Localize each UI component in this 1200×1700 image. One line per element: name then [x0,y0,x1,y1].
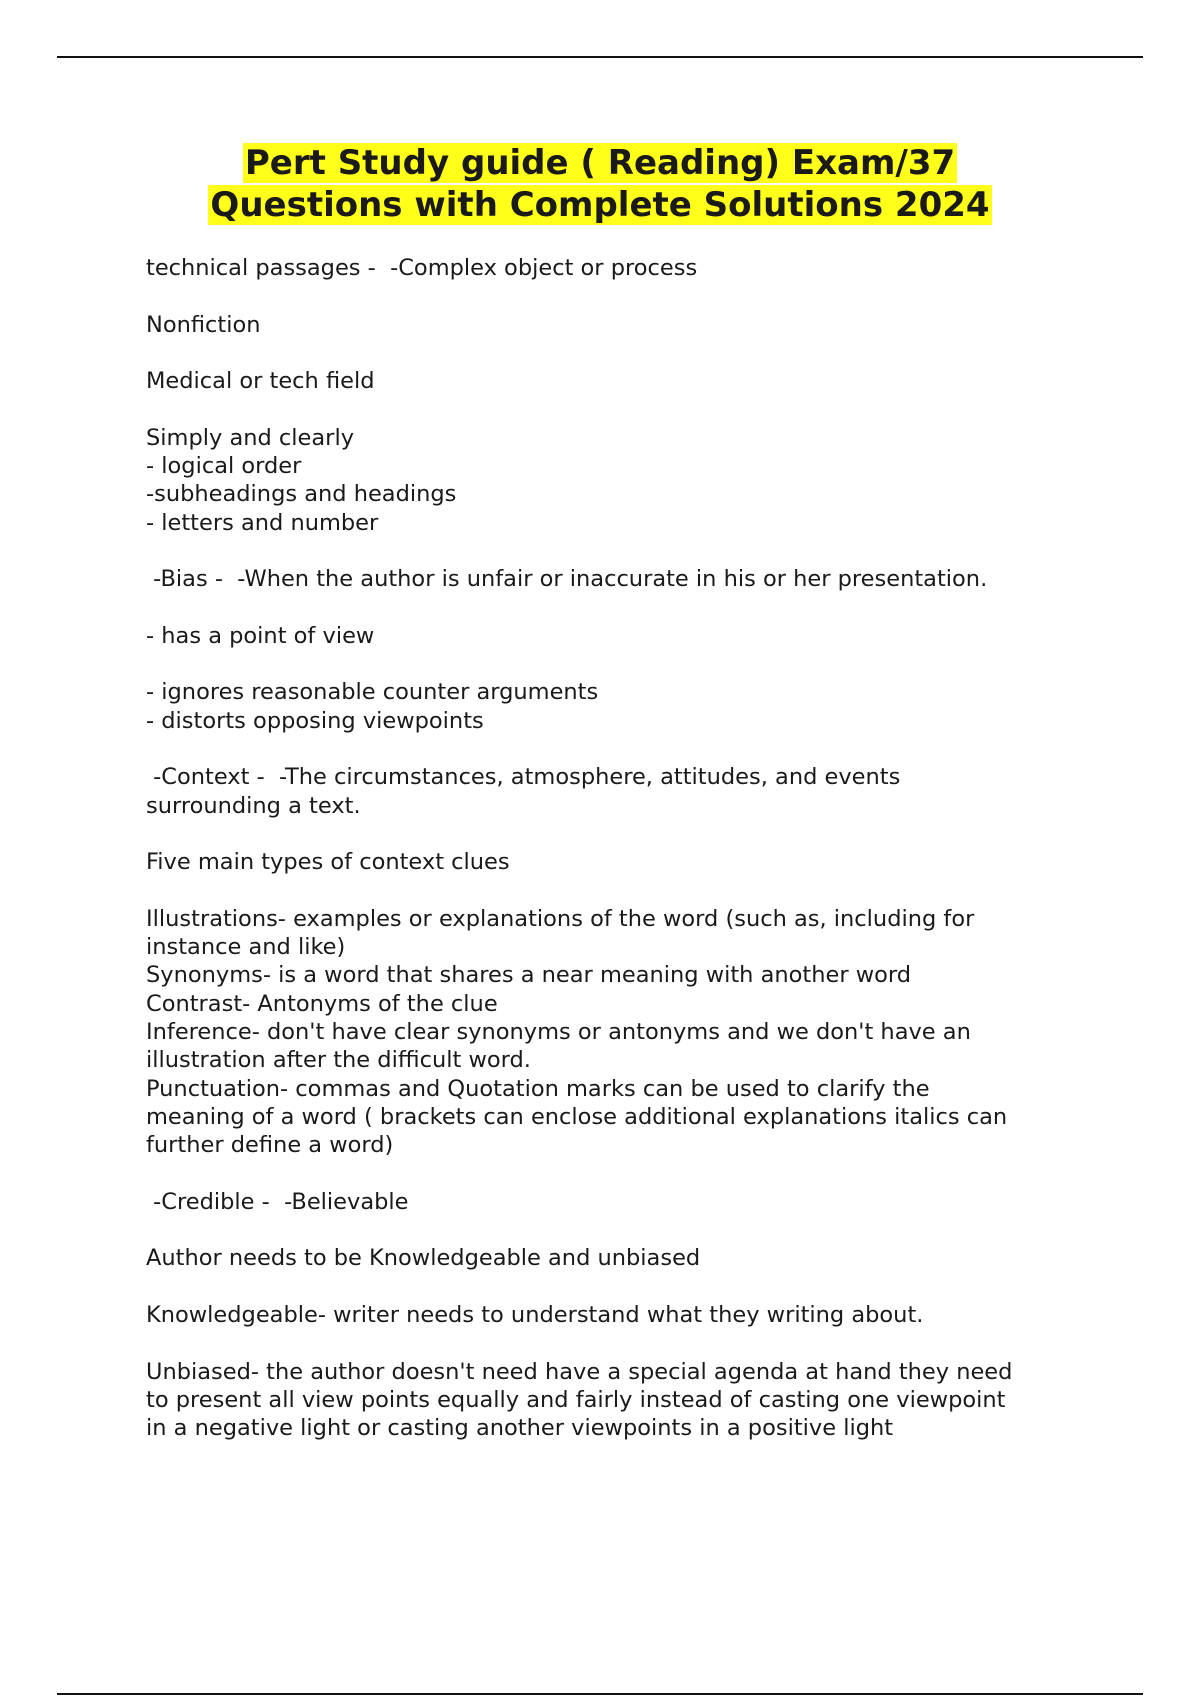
title-line-2: Questions with Complete Solutions 2024 [210,185,990,225]
paragraph-bias: -Bias - -When the author is unfair or inaccurate in his or her presentation. [146,566,988,593]
paragraph-simply-clearly: Simply and clearly - logical order -subheadings and headings - letters and number [146,424,457,536]
paragraph-author-needs: Author needs to be Knowledgeable and unbiased [146,1245,701,1272]
title-line-1: Pert Study guide ( Reading) Exam/37 [244,143,956,183]
paragraph-credible: -Credible - -Believable [146,1188,409,1215]
title-heading [0,142,1200,226]
document-body [146,254,1086,1471]
top-rule [57,56,1143,58]
paragraph-counter-arguments: - ignores reasonable counter arguments - distorts opposing viewpoints [146,679,599,734]
paragraph-point-of-view: - has a point of view [146,622,375,649]
document-title [0,142,1200,226]
paragraph-context-clues: Five main types of context clues [146,849,510,876]
paragraph-knowledgeable: Knowledgeable- writer needs to understand what they writing about. [146,1301,924,1328]
paragraph-technical-passages: technical passages - -Complex object or process [146,255,698,281]
paragraph-medical-tech: Medical or tech field [146,368,375,395]
paragraph-clue-types: Illustrations- examples or explanations of the word (such as, including for instance and like) Synonyms- is a word that shares a near meaning with another word Contrast- Antonyms of the clue Inference- don't have clear synonyms or antonyms and we don't have an illustration after the difficult word. Punctuation- commas and Quotation marks can be used to clarify the meaning of a word ( brackets can enclose additional explanations italics can further define a word) [146,905,1008,1159]
paragraph-unbiased: Unbiased- the author doesn't need have a special agenda at hand they need to present all view points equally and fairly instead of casting one viewpoint in a negative light or casting another viewpoints in a positive light [146,1358,1013,1442]
paragraph-nonfiction: Nonfiction [146,311,261,338]
paragraph-context: -Context - -The circumstances, atmosphere, attitudes, and events surrounding a text. [146,764,901,819]
bottom-rule [57,1693,1143,1695]
